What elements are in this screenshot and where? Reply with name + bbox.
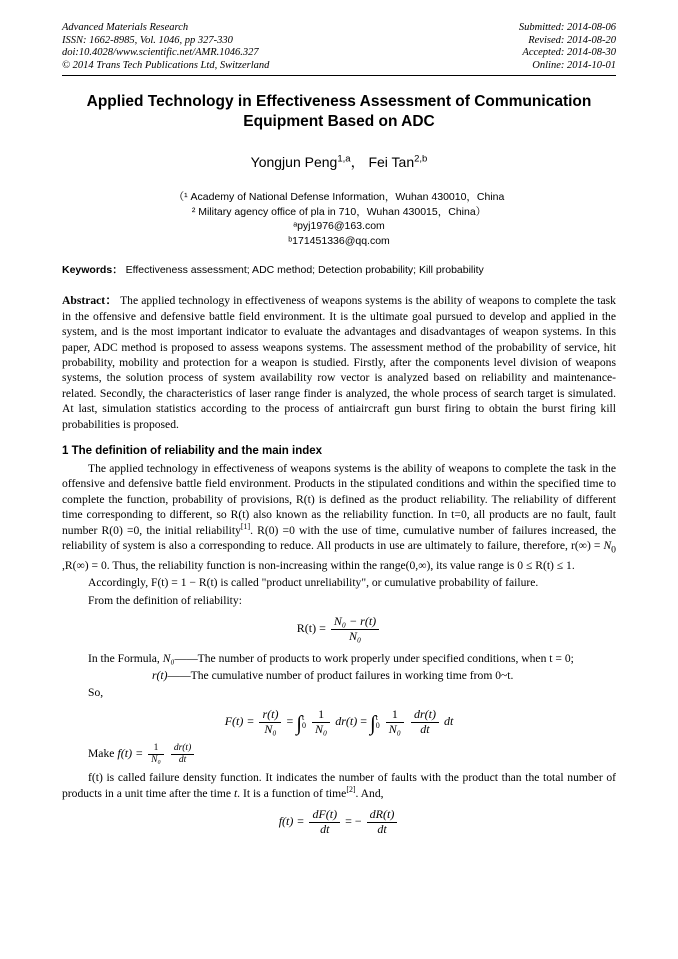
author-2-name: Fei Tan	[368, 154, 415, 171]
eq2-fraction-2	[312, 708, 330, 737]
make-f2-num: dr(t)	[171, 743, 194, 755]
eq2-int1-lower: 0	[302, 721, 307, 731]
symbol-N0-a-sub: 0	[611, 544, 616, 556]
eq2-f4-num: dr(t)	[411, 708, 439, 723]
revised-date: Revised: 2014-08-20	[528, 34, 616, 46]
p1-text-b: . R(0) =0 with the use of time, cumulative number of failures increased, the reliability of system is also a corresponding to reduce. All products in use are ultimately to failure, therefore, r(∞) =	[62, 523, 616, 553]
section-1-paragraph-4	[62, 651, 616, 666]
eq3-middle-operator: = −	[345, 814, 362, 829]
symbol-rt: r(t)	[152, 669, 168, 682]
author-separator: ，	[350, 154, 365, 171]
symbol-N0-a: N	[603, 539, 612, 553]
p1-text-a: The applied technology in effectiveness of weapons systems is the ability of weapons to complete the task in the offensive and defensive battle field environment. Products in the stipulated conditions and within the specified time to complete the function, probability of provisions, R(t) is defined as the product reliability. The reliability of different time corresponding to different, so R(t) also known as the reliability function. In t=0, all products are no fault, fault number R(0) =0, the initial reliability	[62, 462, 616, 537]
author-2-affil-marker: 2,b	[414, 153, 428, 165]
p4-text-a: In the Formula,	[88, 651, 160, 665]
keywords-colon: ：	[112, 264, 123, 277]
p8-symbol-t: t	[233, 786, 238, 800]
eq2-f1-num: r(t)	[259, 708, 281, 723]
affiliation-block	[62, 190, 616, 248]
make-f2-den: dt	[178, 755, 187, 766]
section-1-paragraph-5	[62, 668, 616, 683]
eq2-f2-num: 1	[312, 708, 330, 723]
eq2-f3-den: N₀	[388, 721, 401, 736]
keywords-value: Effectiveness assessment; ADC method; Detection probability; Kill probability	[125, 264, 484, 277]
eq2-integral-1-limits	[302, 714, 306, 731]
copyright: © 2014 Trans Tech Publications Ltd, Switzerland	[62, 59, 270, 71]
header-right-block	[519, 22, 616, 72]
section-1-paragraph-1	[62, 461, 616, 573]
header-divider	[62, 75, 616, 76]
email-2: ᵇ171451336@qq.com	[288, 234, 390, 247]
eq2-dt: dt	[443, 713, 454, 728]
eq1-numerator: N₀ − r(t)	[331, 615, 379, 630]
running-header	[62, 22, 616, 72]
eq2-int2-upper: t	[375, 712, 378, 722]
section-1-paragraph-8	[62, 770, 616, 801]
section-1-paragraph-6: So,	[88, 686, 104, 700]
p1-text-c: ,R(∞) = 0. Thus, the reliability function is non-increasing within the range(0,∞), its value range is	[62, 558, 518, 572]
eq2-fraction-4	[411, 708, 439, 737]
affiliation-1: （¹ Academy of National Defense Information，Wuhan 430010，China	[173, 191, 505, 204]
citation-ref-2: [2]	[346, 784, 356, 794]
p1-range: 0 ≤ R(t) ≤ 1.	[517, 558, 575, 572]
issn-volume: ISSN: 1662-8985, Vol. 1046, pp 327-330	[62, 34, 233, 46]
eq2-f3-num: 1	[386, 708, 404, 723]
eq2-fraction-1	[259, 708, 281, 737]
symbol-N0-b: N₀	[162, 651, 175, 665]
abstract-colon: ：	[105, 294, 118, 308]
eq3-f1-num: dF(t)	[309, 808, 340, 823]
make-label: Make	[88, 747, 115, 761]
accepted-date: Accepted: 2014-08-30	[522, 47, 616, 59]
make-fraction-2	[171, 743, 194, 766]
eq2-integral-1: ∫	[296, 710, 303, 735]
equation-2	[62, 708, 616, 737]
eq2-int2-lower: 0	[375, 721, 380, 731]
submitted-date: Submitted: 2014-08-06	[518, 22, 616, 33]
eq2-integral-2-limits	[376, 714, 380, 731]
eq3-f1-den: dt	[320, 821, 330, 836]
email-1: ᵃpyj1976@163.com	[293, 220, 385, 233]
make-f1-den: N₀	[151, 755, 161, 766]
equation-1	[62, 615, 616, 644]
eq1-denominator: N₀	[348, 628, 362, 643]
citation-ref-1: [1]	[240, 521, 251, 531]
affiliation-2: ² Military agency office of pla in 710，Wuhan 430015，China）	[191, 205, 487, 218]
eq2-fraction-3	[386, 708, 404, 737]
abstract-block	[62, 293, 616, 432]
section-1-heading: 1 The definition of reliability and the main index	[62, 445, 323, 458]
eq3-fraction-1	[309, 808, 340, 837]
eq3-fraction-2	[367, 808, 398, 837]
p8-text-a: f(t) is called failure density function. It indicates the number of faults with the product than the total number of products in a unit time after the time	[62, 771, 616, 800]
eq1-fraction	[331, 615, 379, 644]
keywords-label: Keywords	[62, 264, 113, 277]
p4-text-b: ——The number of products to work properly under specified conditions, when t = 0;	[174, 651, 574, 665]
make-ft-line	[88, 743, 616, 766]
author-1-name: Yongjun Peng	[250, 154, 338, 171]
section-1-paragraph-2: Accordingly, F(t) = 1 − R(t) is called "product unreliability", or cumulative probability of failure.	[88, 576, 539, 590]
make-eq-lhs: f(t) =	[117, 746, 144, 761]
abstract-text: The applied technology in effectiveness of weapons systems is the ability of weapons to complete the task in the offensive and defensive battle field environment. It is the ultimate goal pursued to develop and applied in the system, and is the most important indicator to evaluate the advantages and disadvantages of weapon systems. In this paper, ADC method is proposed to assess weapons systems. The assessment method of the probability of service, hit probability, mobility and protection for a weapon is studied. Firstly, after the components level division of weapons systems, the solution process of system availability row vector is analyzed based on reliability and maintenance-related. Secondly, the characteristics of laser range finder is analyzed, the whole process of search target is simulated. At last, simulation statistics according to the process of antiaircraft gun burst firing to obtain the burst firing kill probabilities is proposed.	[62, 294, 616, 431]
eq3-f2-num: dR(t)	[367, 808, 398, 823]
page-title: Applied Technology in Effectiveness Assessment of Communication Equipment Based on ADC	[86, 93, 592, 131]
journal-name: Advanced Materials Research	[62, 22, 189, 33]
keywords-line	[62, 262, 616, 277]
eq3-f2-den: dt	[377, 821, 387, 836]
eq2-lhs: F(t) =	[224, 713, 255, 728]
eq2-equals-1: =	[286, 713, 294, 728]
doi: doi:10.4028/www.scientific.net/AMR.1046.327	[62, 47, 259, 59]
eq2-f1-den: N₀	[264, 721, 277, 736]
abstract-label: Abstract	[62, 294, 106, 308]
eq2-int1-upper: t	[302, 712, 305, 722]
eq2-f4-den: dt	[420, 721, 430, 736]
eq3-lhs: f(t) =	[278, 814, 305, 829]
section-1-paragraph-3: From the definition of reliability:	[88, 593, 242, 607]
eq2-integral-2: ∫	[369, 710, 376, 735]
equation-3	[62, 808, 616, 837]
eq2-equals-2: =	[360, 713, 367, 728]
online-date: Online: 2014-10-01	[532, 59, 616, 71]
eq2-dr: dr(t)	[335, 713, 358, 728]
make-fraction-1	[148, 743, 164, 766]
author-list	[62, 152, 616, 172]
make-f1-num: 1	[148, 743, 164, 755]
eq2-f2-den: N₀	[315, 721, 328, 736]
p8-text-c: . And,	[355, 786, 384, 800]
author-1-affil-marker: 1,a	[337, 153, 351, 165]
p5-text: ——The cumulative number of product failures in working time from 0~t.	[167, 669, 514, 682]
p8-text-b: . It is a function of time	[237, 786, 347, 800]
eq1-lhs: R(t) =	[296, 621, 326, 636]
header-left-block	[62, 22, 269, 72]
